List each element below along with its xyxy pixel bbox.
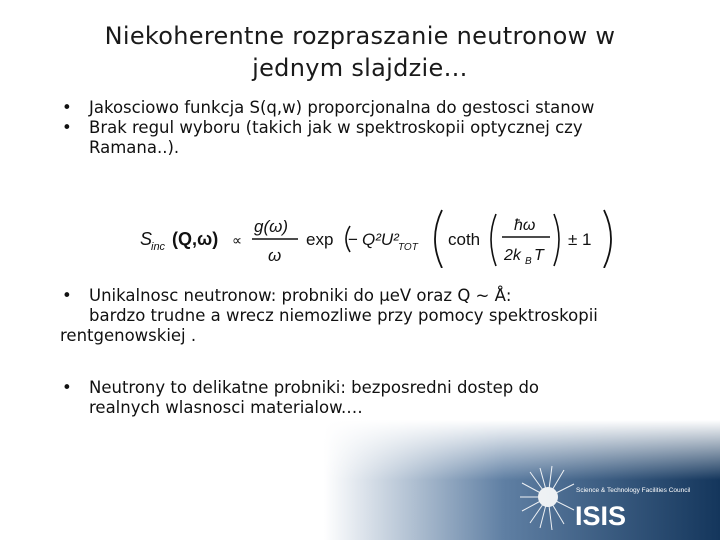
bullet-dot: • bbox=[62, 98, 72, 117]
bullet-4-line-1: Neutrony to delikatne probniki: bezposredni dostep do bbox=[89, 378, 540, 397]
bullet-item-1 bbox=[62, 98, 702, 118]
formula-S-sub: inc bbox=[151, 241, 166, 253]
formula bbox=[140, 206, 620, 268]
bullet-item-4 bbox=[62, 378, 702, 418]
paren-left-coth bbox=[491, 214, 496, 266]
footer-graphic bbox=[0, 420, 720, 540]
formula-S: S bbox=[140, 229, 153, 249]
formula-kB-sub: B bbox=[525, 256, 532, 267]
footer-brand-text: ISIS bbox=[575, 501, 627, 531]
formula-graphic bbox=[140, 206, 620, 268]
formula-frac2-den: 2k bbox=[504, 247, 521, 264]
paren-big-right bbox=[604, 210, 611, 268]
formula-U-sub: TOT bbox=[398, 242, 418, 253]
title-line-1: Niekoherentne rozpraszanie neutronow w bbox=[104, 22, 616, 50]
bullet-dot: • bbox=[62, 378, 72, 397]
bullet-item-2 bbox=[62, 118, 702, 158]
paren-right-coth bbox=[554, 214, 559, 266]
formula-T: T bbox=[534, 247, 544, 264]
bullet-item-3 bbox=[62, 286, 702, 346]
formula-numerator: g(ω) bbox=[254, 217, 289, 236]
bullet-2-line-2: Ramana..). bbox=[89, 138, 180, 157]
footer-org-text: Science & Technology Facilities Council bbox=[576, 487, 691, 494]
formula-denominator: ω bbox=[268, 246, 282, 265]
bullet-1-text: Jakosciowo funkcja S(q,w) proporcjonalna do gestosci stanow bbox=[89, 98, 595, 117]
formula-propto: ∝ bbox=[232, 232, 243, 248]
bullet-2-line-1: Brak regul wyboru (takich jak w spektroskopii optycznej czy bbox=[89, 118, 583, 137]
bullet-list-top bbox=[62, 98, 702, 158]
formula-args: (Q,ω) bbox=[172, 229, 219, 249]
formula-exp: exp bbox=[306, 230, 334, 249]
formula-pm1: ± 1 bbox=[568, 230, 592, 249]
footer-banner bbox=[0, 420, 720, 540]
formula-coth: coth bbox=[448, 230, 481, 249]
bullet-dot: • bbox=[62, 118, 72, 137]
bullet-3-line-3: rentgenowskiej . bbox=[60, 326, 197, 345]
bullet-3-line-2: bardzo trudne a wrecz niemozliwe przy pomocy spektroskopii bbox=[89, 306, 598, 325]
formula-minus: − bbox=[348, 230, 358, 249]
bullet-4-line-2: realnych wlasnosci materialow.… bbox=[89, 398, 363, 417]
formula-frac2-num: ħω bbox=[514, 217, 536, 234]
bullet-dot: • bbox=[62, 286, 72, 305]
paren-big-left bbox=[435, 210, 442, 268]
title-line-2: jednym slajdzie… bbox=[252, 54, 468, 82]
formula-Q2U2: Q²U² bbox=[362, 230, 399, 249]
slide-title bbox=[40, 20, 680, 84]
bullet-3-line-1: Unikalnosc neutronow: probniki do μeV oraz Q ~ Å: bbox=[89, 286, 512, 305]
